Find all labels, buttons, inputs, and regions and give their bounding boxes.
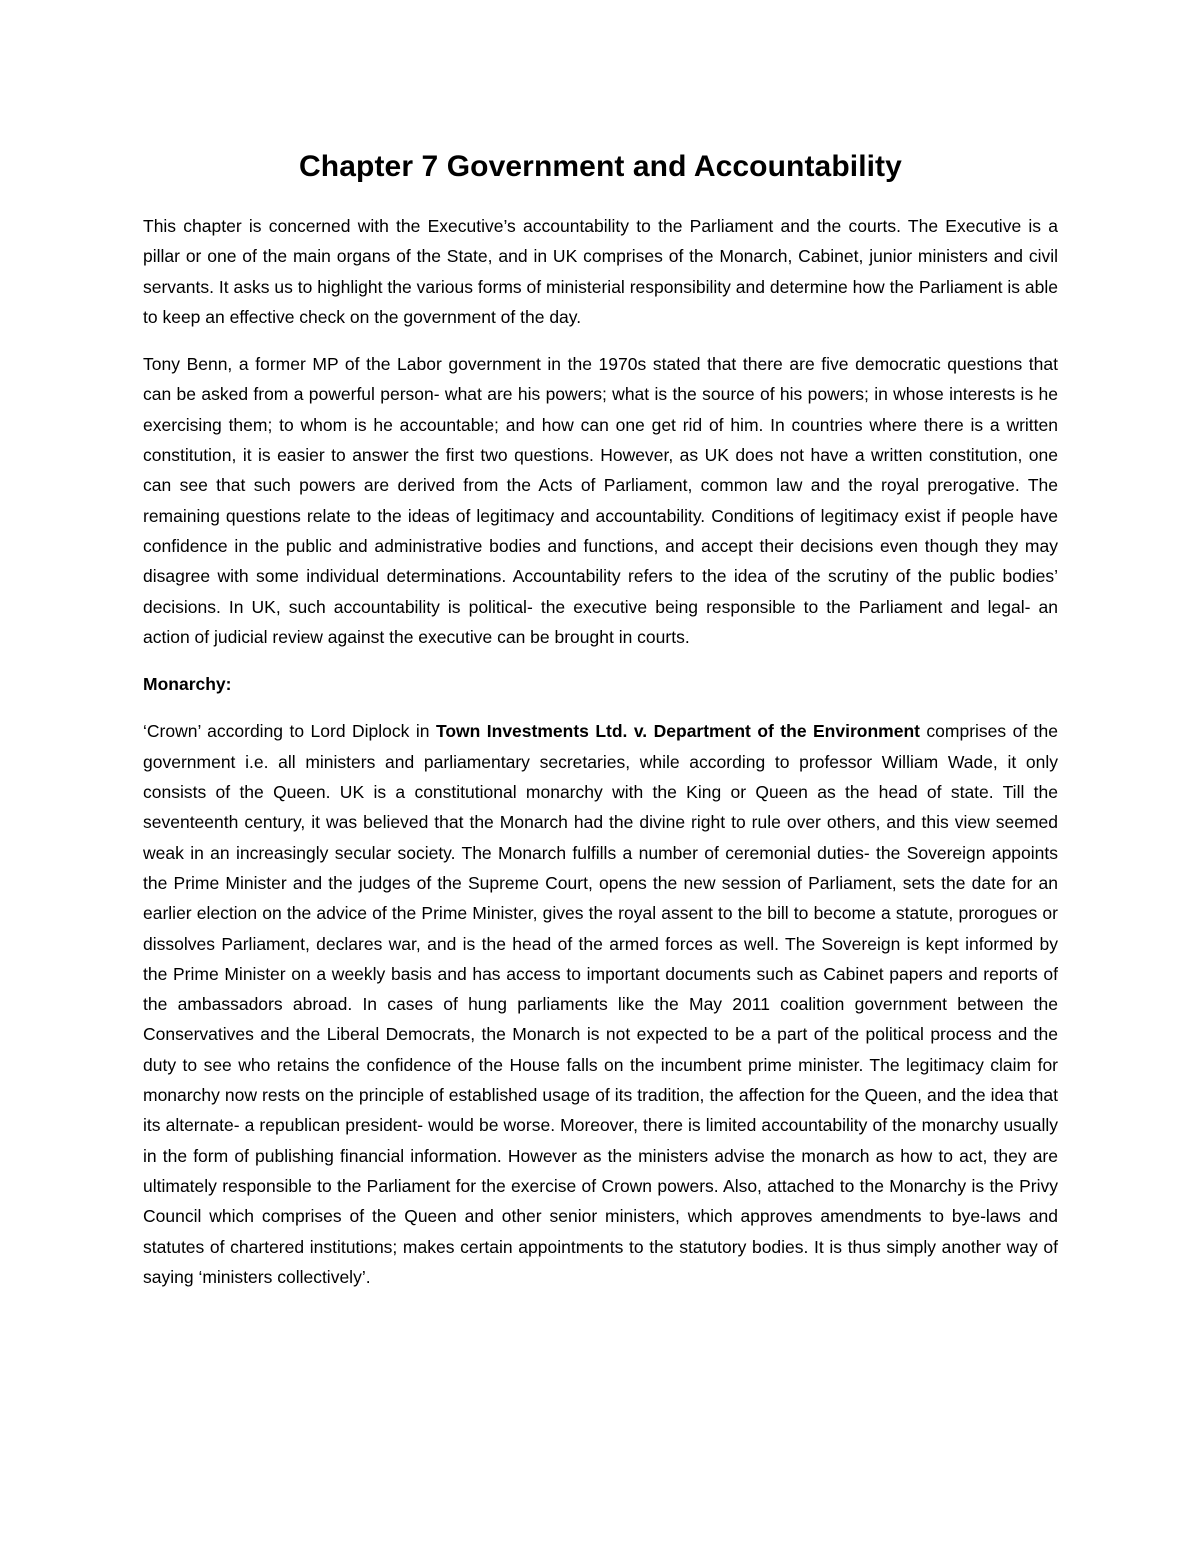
monarchy-paragraph-body: comprises of the government i.e. all ministers and parliamentary secretaries, while according to professor William Wade, it only consists of the Queen. UK is a constitutional monarchy with the King or Queen as the head of state. Till the seventeenth century, it was believed that the Monarch had the divine right to rule over others, and this view seemed weak in an increasingly secular society. The Monarch fulfills a number of ceremonial duties- the Sovereign appoints the Prime Minister and the judges of the Supreme Court, opens the new session of Parliament, sets the date for an earlier election on the advice of the Prime Minister, gives the royal assent to the bill to become a statute, prorogues or dissolves Parliament, declares war, and is the head of the armed forces as well. The Sovereign is kept informed by the Prime Minister on a weekly basis and has access to important documents such as Cabinet papers and reports of the ambassadors abroad. In cases of hung parliaments like the May 2011 coalition government between the Conservatives and the Liberal Democrats, the Monarch is not expected to be a part of the political process and the duty to see who retains the confidence of the House falls on the incumbent prime minister. The legitimacy claim for monarchy now rests on the principle of established usage of its tradition, the affection for the Queen, and the idea that its alternate- a republican president- would be worse. Moreover, there is limited accountability of the monarchy usually in the form of publishing financial information. However as the ministers advise the monarch as how to act, they are ultimately responsible to the Parliament for the exercise of Crown powers. Also, attached to the Monarchy is the Privy Council which comprises of the Queen and other senior ministers, which approves amendments to bye-laws and statutes of chartered institutions; makes certain appointments to the statutory bodies. It is thus simply another way of saying ‘ministers collectively’. bbox=[143, 721, 1058, 1287]
chapter-title: Chapter 7 Government and Accountability bbox=[299, 150, 902, 183]
monarchy-paragraph-intro: ‘Crown’ according to Lord Diplock in bbox=[143, 721, 436, 742]
monarchy-paragraph bbox=[143, 716, 1058, 1292]
case-name: Town Investments Ltd. v. Department of the Environment bbox=[435, 721, 920, 742]
benn-paragraph: Tony Benn, a former MP of the Labor government in the 1970s stated that there are five democratic questions that can be asked from a powerful person- what are his powers; what is the source of his powers; in whose interests is he exercising them; to whom is he accountable; and how can one get rid of him. In countries where there is a written constitution, it is easier to answer the first two questions. However, as UK does not have a written constitution, one can see that such powers are derived from the Acts of Parliament, common law and the royal prerogative. The remaining questions relate to the ideas of legitimacy and accountability. Conditions of legitimacy exist if people have confidence in the public and administrative bodies and functions, and accept their decisions even though they may disagree with some individual determinations. Accountability refers to the idea of the scrutiny of the public bodies’ decisions. In UK, such accountability is political- the executive being responsible to the Parliament and legal- an action of judicial review against the executive can be brought in courts. bbox=[143, 354, 1058, 647]
monarchy-heading: Monarchy: bbox=[143, 674, 232, 695]
document-content bbox=[143, 145, 1058, 1309]
intro-paragraph: This chapter is concerned with the Executive’s accountability to the Parliament and the courts. The Executive is a pillar or one of the main organs of the State, and in UK comprises of the Monarch, Cabinet, junior ministers and civil servants. It asks us to highlight the various forms of ministerial responsibility and determine how the Parliament is able to keep an effective check on the government of the day. bbox=[143, 216, 1058, 327]
